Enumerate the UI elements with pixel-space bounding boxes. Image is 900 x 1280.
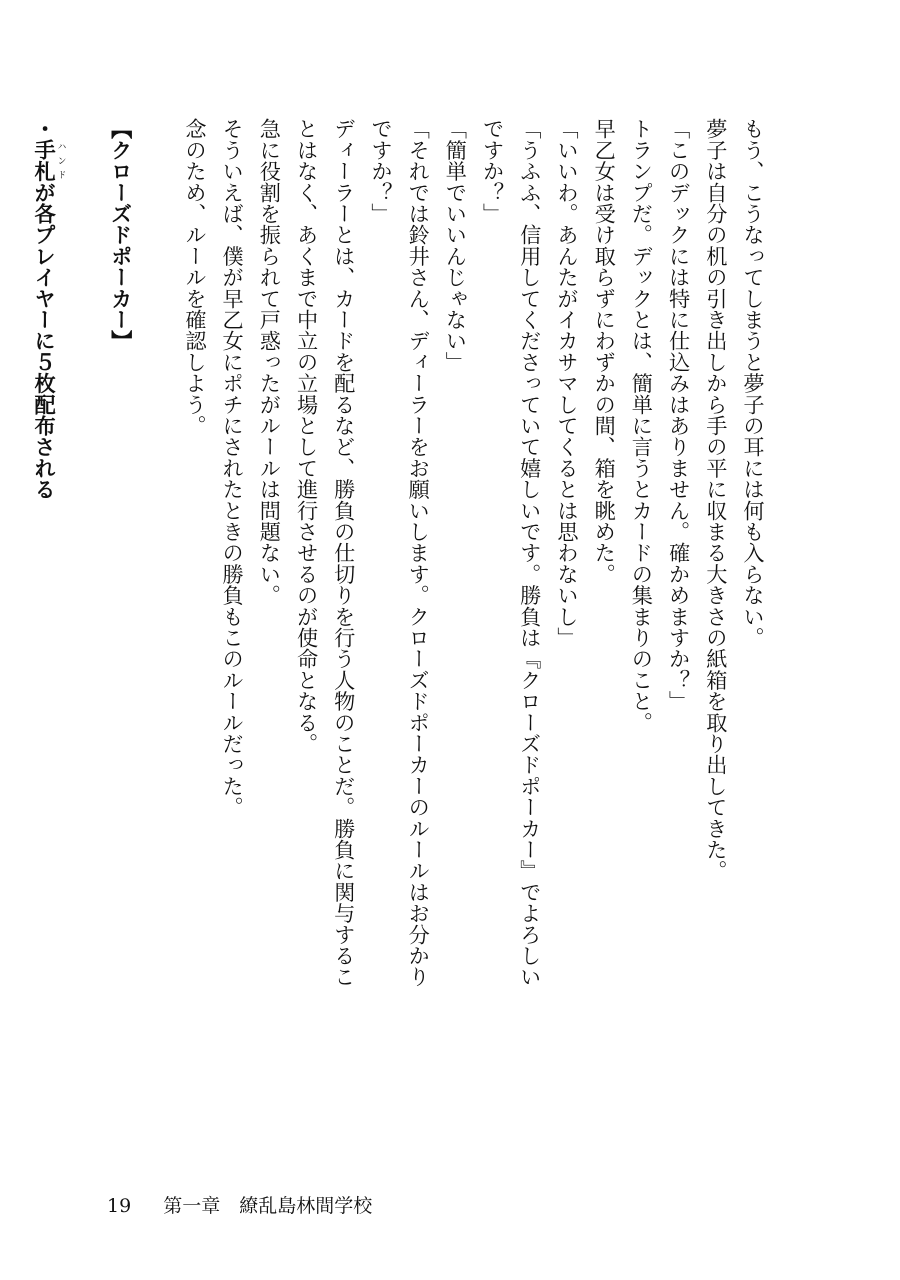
chapter-title: 第一章 繚乱島林間学校: [163, 1195, 373, 1217]
body-line: 「このデックには特に仕込みはありません。確かめますか？」: [666, 118, 692, 712]
body-line: そういえば、僕が早乙女にポチにされたときの勝負もこのルールだった。: [220, 118, 246, 818]
ruby-base: 手札: [32, 139, 58, 182]
body-line: もう、こうなってしまうと夢子の耳には何も入らない。: [741, 118, 766, 648]
body-line: 「簡単でいいんじゃない」: [443, 118, 469, 373]
body-line: 「それでは鈴井さん、ディーラーをお願いします。クローズドポーカーのルールはお分かり: [406, 118, 432, 988]
body-line: 夢子は自分の机の引き出しから手の平に収まる大きさの紙箱を取り出してきた。: [703, 118, 729, 882]
bullet-marker: ・: [32, 118, 58, 140]
rules-heading: 【クローズドポーカー】: [108, 118, 134, 352]
body-line: ディーラーとは、カードを配るなど、勝負の仕切りを行う人物のことだ。勝負に関与するこ: [331, 118, 357, 988]
page-footer: [107, 1194, 372, 1218]
body-line: トランプだ。デックとは、簡単に言うとカードの集まりのこと。: [629, 118, 655, 733]
body-line: 「うふふ、信用してくださっていて嬉しいです。勝負は『クローズドポーカー』でよろしい: [517, 118, 543, 988]
body-line: ですか？」: [480, 118, 506, 224]
rules-item: [26, 118, 66, 1138]
vertical-text-body: [26, 118, 772, 1138]
body-line: 念のため、ルールを確認しよう。: [182, 118, 208, 436]
body-line: とはなく、あくまで中立の立場として進行させるのが使命となる。: [294, 118, 320, 754]
body-line: 早乙女は受け取らずにわずかの間、箱を眺めた。: [592, 118, 618, 585]
rules-item-text: が各プレイヤーに５枚配布される: [32, 181, 58, 500]
body-line: 「いいわ。あんたがイカサマしてくるとは思わないし」: [554, 118, 580, 648]
ruby-reading: ハンド: [55, 139, 66, 182]
ruby-hand: [32, 139, 66, 182]
body-line: ですか？」: [368, 118, 394, 224]
body-line: 急に役割を振られて戸惑ったがルールは問題ない。: [257, 118, 283, 606]
page-number: 19: [107, 1195, 132, 1217]
